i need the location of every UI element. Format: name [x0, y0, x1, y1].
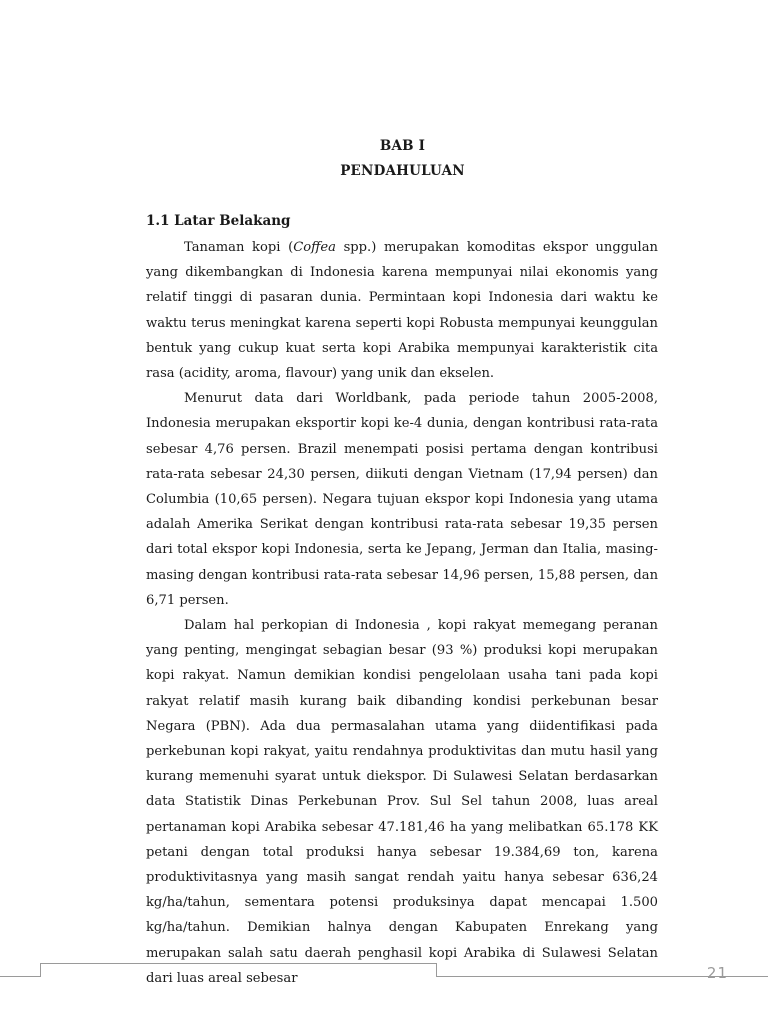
paragraph-1: [146, 235, 658, 386]
chapter-title: PENDAHULUAN: [340, 163, 465, 179]
species-name: Coffea: [293, 240, 336, 255]
page-number: 21: [706, 964, 728, 982]
chapter-label: BAB I: [379, 138, 426, 154]
paragraph-1-rest: spp.) merupakan komoditas ekspor unggulan yang dikembangkan di Indonesia karena mempunyai nilai ekonomis yang relatif tinggi di pasaran dunia. Permintaan kopi Indonesia dari waktu ke waktu terus meningkat karena seperti kopi Robusta mempunyai keunggulan bentuk yang cukup kuat serta kopi Arabika mempunyai karakteristik cita rasa (acidity, aroma, flavour) yang unik dan ekselen.: [146, 240, 658, 382]
footer-tab-top: [40, 963, 436, 964]
footer-tab-right-edge: [436, 963, 437, 977]
paragraph-3: Dalam hal perkopian di Indonesia , kopi rakyat memegang peranan yang penting, mengingat sebagian besar (93 %) produksi kopi merupakan kopi rakyat. Namun demikian kondisi pengelolaan usaha tani pada kopi rakyat relatif masih kurang baik dibanding kondisi perkebunan besar Negara (PBN). Ada dua permasalahan utama yang diidentifikasi pada perkebunan kopi rakyat, yaitu rendahnya produktivitas dan mutu hasil yang kurang memenuhi syarat untuk diekspor. Di Sulawesi Selatan berdasarkan data Statistik Dinas Perkebunan Prov. Sul Sel tahun 2008, luas areal pertanaman kopi Arabika sebesar 47.181,46 ha yang melibatkan 65.178 KK petani dengan total produksi hanya sebesar 19.384,69 ton, karena produktivitasnya yang masih sangat rendah yaitu hanya sebesar 636,24 kg/ha/tahun, sementara potensi produksinya dapat mencapai 1.500 kg/ha/tahun. Demikian halnya dengan Kabupaten Enrekang yang merupakan salah satu daerah penghasil kopi Arabika di Sulawesi Selatan dari luas areal sebesar: [146, 618, 658, 986]
body-text: [146, 235, 658, 991]
paragraph-2: Menurut data dari Worldbank, pada periode tahun 2005-2008, Indonesia merupakan eksportir kopi ke-4 dunia, dengan kontribusi rata-rata sebesar 4,76 persen. Brazil menempati posisi pertama dengan kontribusi rata-rata sebesar 24,30 persen, diikuti dengan Vietnam (17,94 persen) dan Columbia (10,65 persen). Negara tujuan ekspor kopi Indonesia yang utama adalah Amerika Serikat dengan kontribusi rata-rata sebesar 19,35 persen dari total ekspor kopi Indonesia, serta ke Jepang, Jerman dan Italia, masing-masing dengan kontribusi rata-rata sebesar 14,96 persen, 15,88 persen, dan 6,71 persen.: [146, 391, 658, 608]
paragraph-1-start: Tanaman kopi (: [184, 240, 294, 255]
section-title: 1.1 Latar Belakang: [146, 213, 291, 229]
footer-rule-left: [0, 976, 40, 977]
footer-tab-left-edge: [40, 963, 41, 977]
